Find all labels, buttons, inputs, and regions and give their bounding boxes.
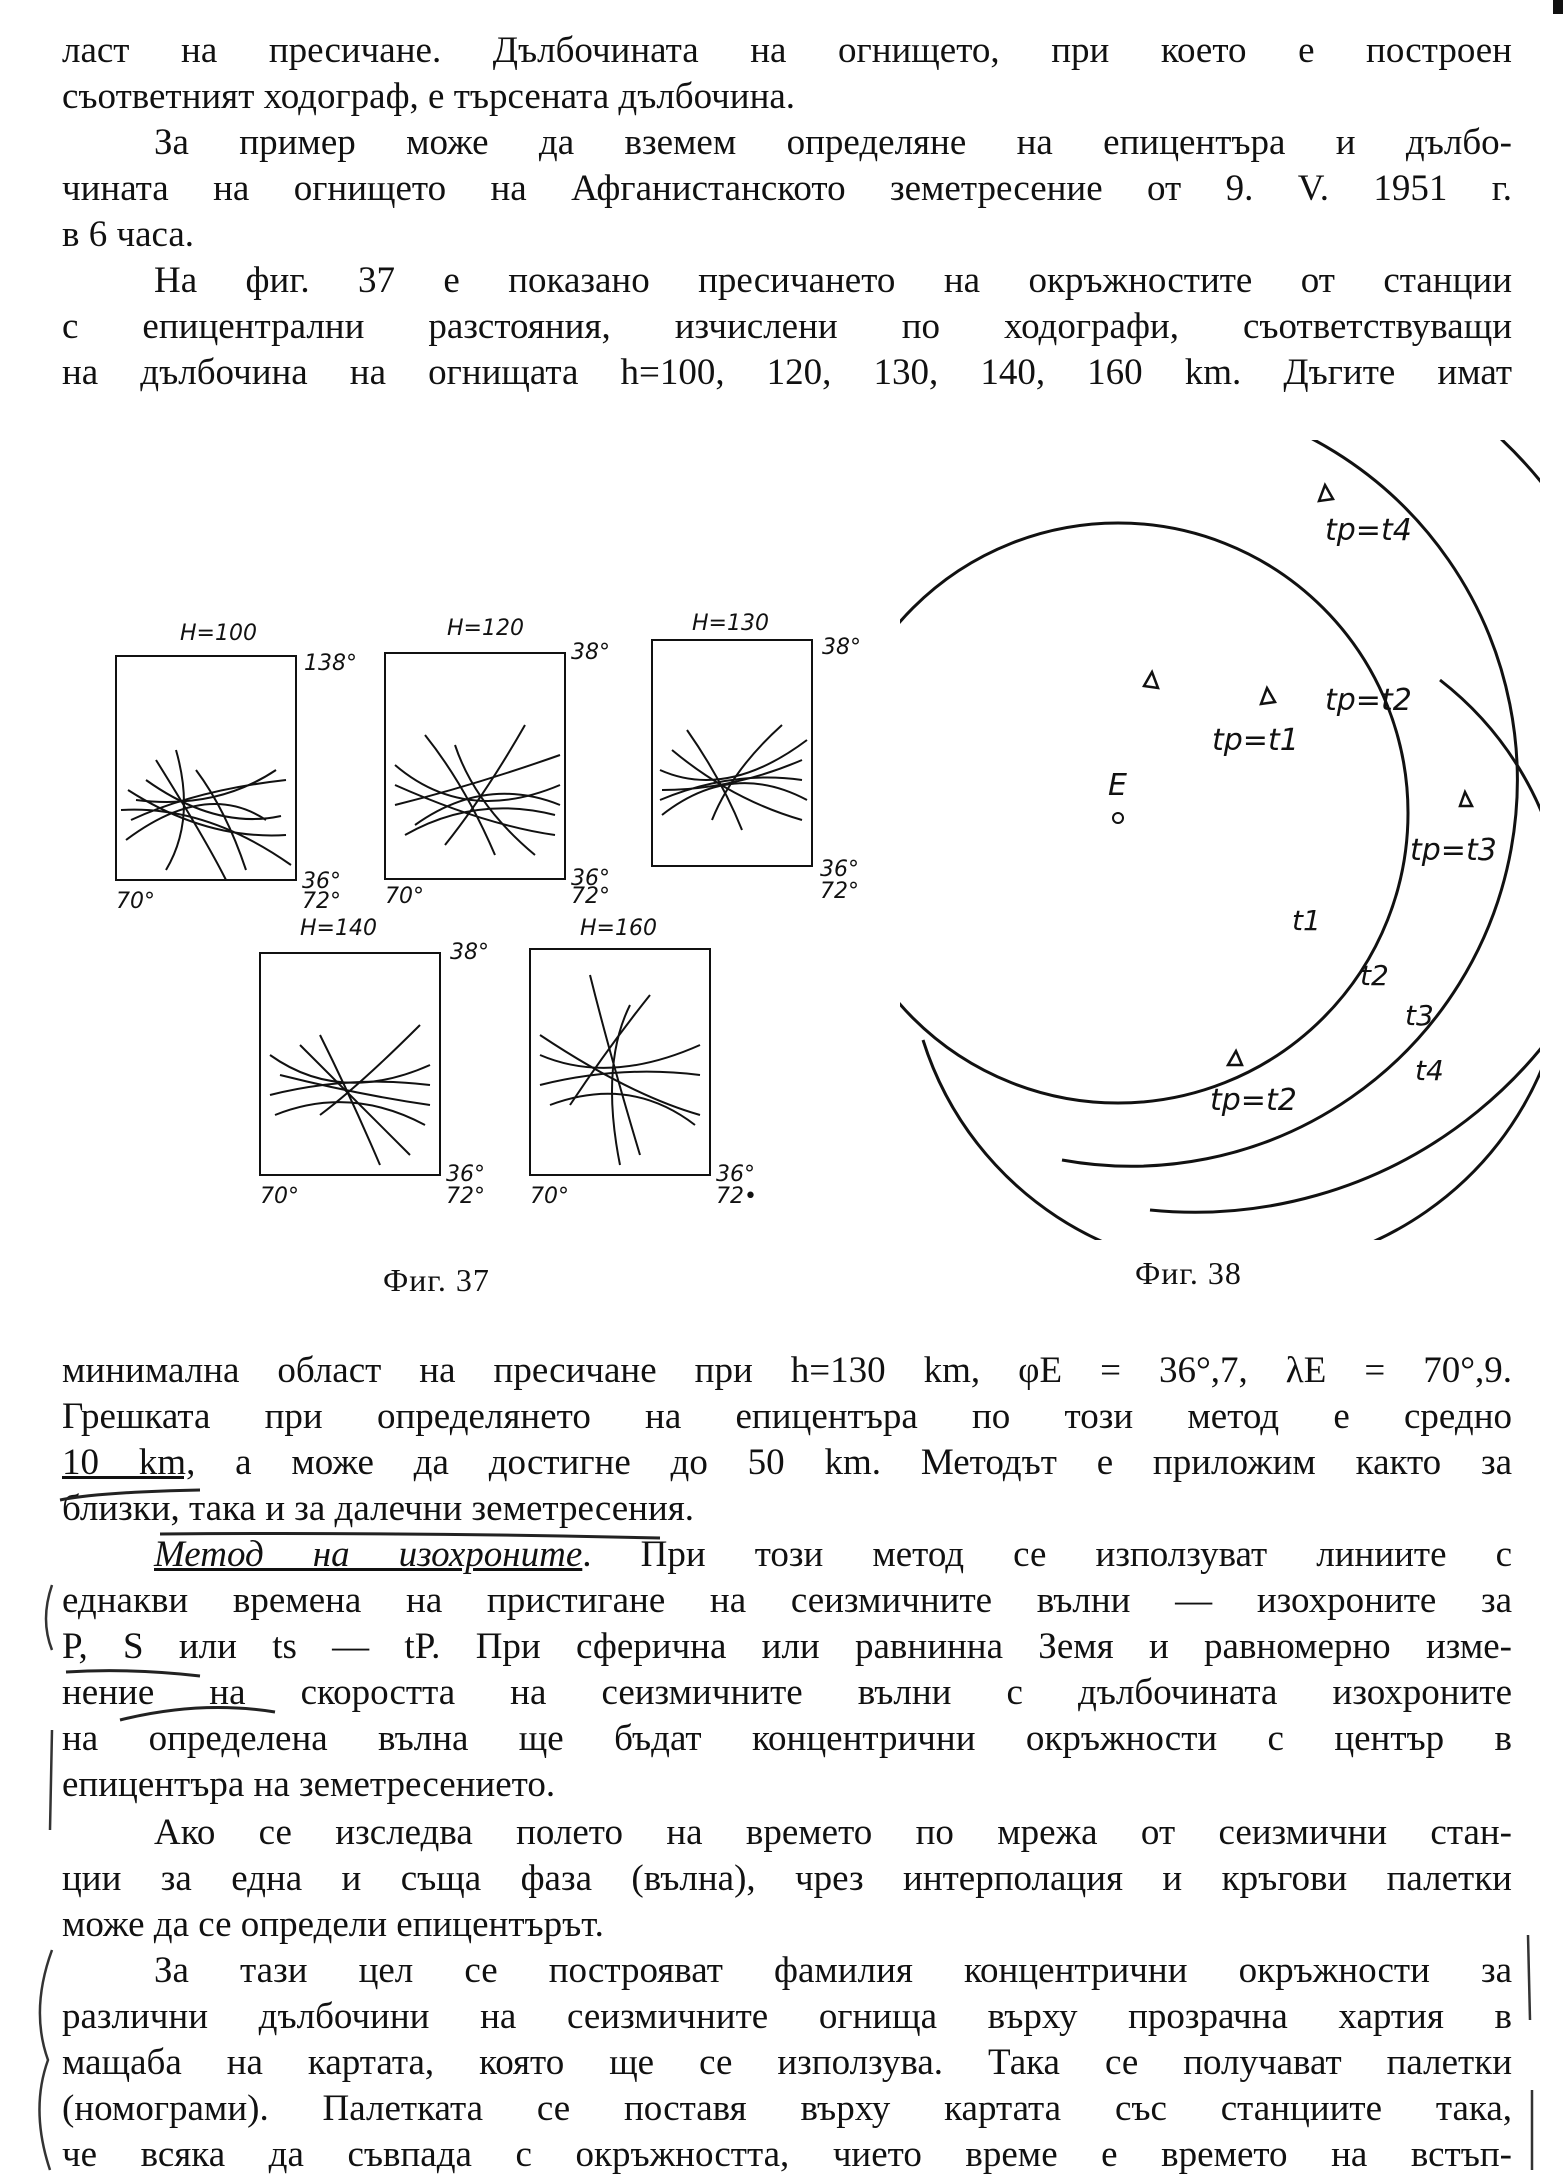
epicenter-label: E <box>1108 768 1127 803</box>
text-line: че всяка да съвпада с окръжността, чието време е времето на встъп- <box>62 2134 1512 2175</box>
label-t1: t1 <box>1292 904 1321 937</box>
text-line: мащаба на картата, която ще се използува. Така се получават палетки <box>62 2042 1512 2083</box>
text-line: различни дълбочини на сеизмичните огнища върху прозрачна хартия в <box>62 1996 1512 2037</box>
text-line: чината на огнището на Афганистанското земетресение от 9. V. 1951 г. <box>62 168 1512 209</box>
text-line: съответният ходограф, е търсената дълбочина. <box>62 76 796 117</box>
lon-left-label: 70° <box>530 1184 569 1209</box>
text-line: P, S или ts — tP. При сферична или равнинна Земя и равномерно изме- <box>62 1626 1512 1667</box>
text-line: За тази цел се построяват фамилия концентрични окръжности за <box>154 1950 1512 1991</box>
text-line: минимална област на пресичане при h=130 km, φE = 36°,7, λE = 70°,9. <box>62 1350 1512 1391</box>
lat-bottom-label: 36° <box>302 869 341 894</box>
text-line: За пример може да вземем определяне на епицентъра и дълбо- <box>154 122 1512 163</box>
underlined-text: 10 km, <box>62 1442 196 1483</box>
text-line: с епицентрални разстояния, изчислени по ходографи, съответствуващи <box>62 306 1512 347</box>
section-title: Метод на изохроните <box>154 1534 583 1575</box>
text-line: (номограми). Палетката се поставя върху картата със станциите така, <box>62 2088 1512 2129</box>
text-line: може да се определи епицентърът. <box>62 1904 604 1945</box>
lon-left-label: 70° <box>260 1184 299 1209</box>
lat-top-label: 38° <box>822 635 861 660</box>
lat-top-label: 38° <box>571 640 610 665</box>
text-line: ции за една и съща фаза (вълна), чрез интерполация и кръгови палетки <box>62 1858 1512 1899</box>
label-tp-t2: tp=t2 <box>1325 683 1412 718</box>
text-line: на дълбочина на огнищата h=100, 120, 130, 140, 160 km. Дъгите имат <box>62 352 1512 393</box>
text-line: епицентъра на земетресението. <box>62 1764 556 1805</box>
label-tp-t4: tp=t4 <box>1325 513 1412 548</box>
label-tp-t1: tp=t1 <box>1212 723 1299 758</box>
lon-left-label: 70° <box>116 889 155 914</box>
text-line: Грешката при определянето на епицентъра по този метод е средно <box>62 1396 1512 1437</box>
lon-right-label: 72• <box>716 1184 757 1209</box>
margin-brackets <box>39 1585 1532 2170</box>
text-span: . При този метод се използуват линиите с <box>582 1534 1512 1575</box>
label-t4: t4 <box>1415 1054 1444 1087</box>
label-tp-t2-bottom: tp=t2 <box>1210 1083 1297 1118</box>
figure-37-caption: Фиг. 37 <box>383 1262 490 1298</box>
text-line: нение на скоростта на сеизмичните вълни с дълбочината изохроните <box>62 1672 1512 1713</box>
panel-title: H=120 <box>447 616 524 641</box>
text-line: На фиг. 37 е показано пресичането на окръжностите от станции <box>154 260 1512 301</box>
label-t2: t2 <box>1360 959 1389 992</box>
figure-38-caption: Фиг. 38 <box>1135 1255 1242 1291</box>
panel-title: H=140 <box>300 916 377 941</box>
panel-title: H=160 <box>580 916 657 941</box>
label-tp-t3: tp=t3 <box>1410 833 1497 868</box>
text-span: а може да достигне до 50 km. Методът е приложим както за <box>195 1442 1513 1483</box>
lon-right-label: 72° <box>820 879 859 904</box>
text-line: Ако се изследва полето на времето по мрежа от сеизмични стан- <box>154 1812 1512 1853</box>
lon-right-label: 72° <box>446 1184 485 1209</box>
lat-bottom-label: 36° <box>716 1162 755 1187</box>
panel-title: H=130 <box>692 611 769 636</box>
lat-top-label: 38° <box>450 940 489 965</box>
lat-bottom-label: 36° <box>571 866 610 891</box>
pen-underlines <box>60 1490 660 1720</box>
panel-title: H=100 <box>180 621 257 646</box>
text-line: близки, така и за далечни земетресения. <box>62 1488 695 1529</box>
lat-bottom-label: 36° <box>446 1162 485 1187</box>
lat-top-label: 138° <box>304 651 357 676</box>
text-line: ласт на пресичане. Дълбочината на огнището, при което е построен <box>62 30 1512 71</box>
lat-bottom-label: 36° <box>820 857 859 882</box>
lon-right-label: 72° <box>571 884 610 909</box>
text-line: еднакви времена на пристигане на сеизмичните вълни — изохроните за <box>62 1580 1512 1621</box>
text-line: в 6 часа. <box>62 214 195 255</box>
lon-right-label: 72° <box>302 889 341 914</box>
text-line: на определена вълна ще бъдат концентрични окръжности с център в <box>62 1718 1512 1759</box>
lon-left-label: 70° <box>385 884 424 909</box>
label-t3: t3 <box>1405 999 1434 1032</box>
